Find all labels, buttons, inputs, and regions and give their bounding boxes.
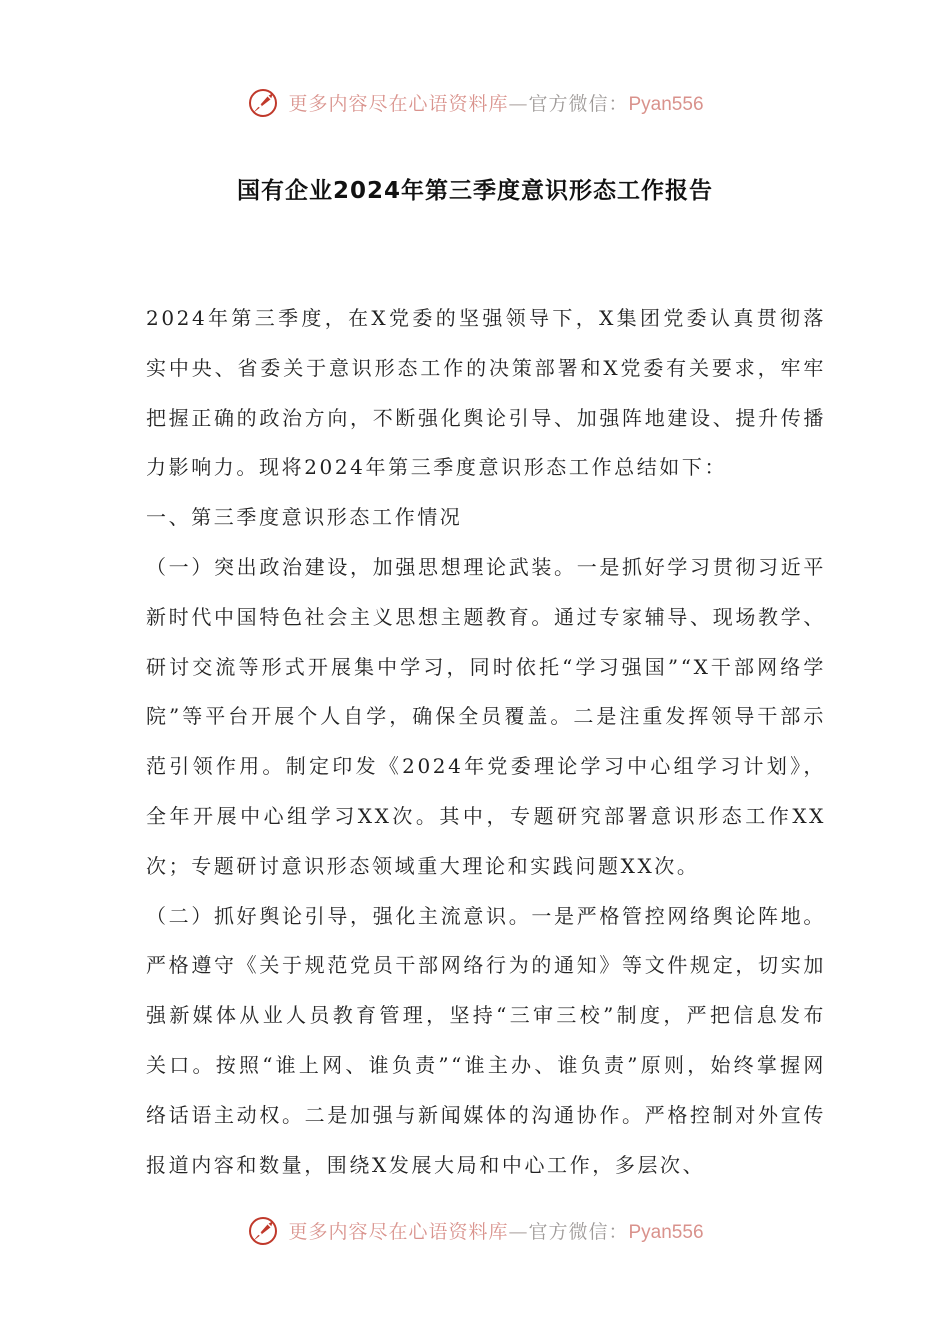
document-title: 国有企业2024年第三季度意识形态工作报告	[236, 178, 713, 204]
paragraph-intro: 2024年第三季度，在X党委的坚强领导下，X集团党委认真贯彻落实中央、省委关于意识形态工作的决策部署和X党委有关要求，牢牢把握正确的政治方向，不断强化舆论引导、加强阵地建设、提升传播力影响力。现将2024年第三季度意识形态工作总结如下：	[146, 306, 826, 480]
paragraph-section-1-2: （二）抓好舆论引导，强化主流意识。一是严格管控网络舆论阵地。严格遵守《关于规范党员干部网络行为的通知》等文件规定，切实加强新媒体从业人员教育管理，坚持“三审三校”制度，严把信息发布关口。按照“谁上网、谁负责”“谁主办、谁负责”原则，始终掌握网络话语主动权。二是加强与新闻媒体的沟通协作。严格控制对外宣传报道内容和数量，围绕X发展大局和中心工作，多层次、	[146, 903, 826, 1177]
header-watermark-banner	[0, 80, 950, 124]
header-banner-text	[288, 89, 703, 116]
footer-watermark-banner	[0, 1208, 950, 1252]
header-wechat-label: 官方微信：	[528, 92, 629, 115]
footer-wechat-id: Pyan556	[628, 1221, 704, 1243]
header-site-name: 更多内容尽在心语资料库	[288, 92, 509, 115]
section-heading-1: 一、第三季度意识形态工作情况	[146, 505, 463, 530]
pen-nib-logo-icon	[246, 84, 282, 120]
footer-separator: —	[508, 1220, 529, 1243]
footer-wechat-label: 官方微信：	[528, 1220, 629, 1243]
header-wechat-id: Pyan556	[628, 93, 704, 115]
paragraph-section-1-1: （一）突出政治建设，加强思想理论武装。一是抓好学习贯彻习近平新时代中国特色社会主义思想主题教育。通过专家辅导、现场教学、研讨交流等形式开展集中学习，同时依托“学习强国”“X干部网络学院”等平台开展个人自学，确保全员覆盖。二是注重发挥领导干部示范引领作用。制定印发《2024年党委理论学习中心组学习计划》，全年开展中心组学习XX次。其中，专题研究部署意识形态工作XX次；专题研讨意识形态领域重大理论和实践问题XX次。	[146, 554, 826, 878]
pen-nib-logo-icon	[246, 1212, 282, 1248]
document-body	[146, 294, 826, 1190]
header-separator: —	[508, 92, 529, 115]
footer-site-name: 更多内容尽在心语资料库	[288, 1220, 509, 1243]
footer-banner-text	[288, 1217, 703, 1244]
